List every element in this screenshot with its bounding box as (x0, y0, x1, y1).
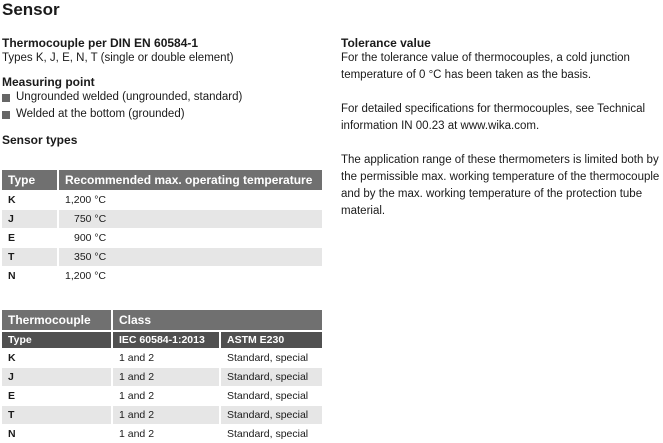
section-title: Sensor (2, 0, 60, 20)
thermocouple-heading: Thermocouple per DIN EN 60584-1 (2, 36, 332, 50)
measuring-point-item (2, 89, 332, 106)
bullet-square-icon (2, 94, 10, 102)
column-header-class: Class (112, 310, 322, 331)
bullet-square-icon (2, 111, 10, 119)
iec-cell: 1 and 2 (112, 406, 220, 425)
tolerance-heading: Tolerance value (341, 36, 661, 50)
right-column (341, 36, 661, 220)
table-row (2, 248, 322, 267)
type-cell: N (2, 425, 112, 443)
type-cell: J (2, 210, 58, 229)
iec-cell: 1 and 2 (112, 349, 220, 368)
tolerance-paragraph: For the tolerance value of thermocouples, a cold junction temperature of 0 °C has been taken as the basis. (341, 50, 661, 84)
table-row (2, 349, 322, 368)
temperature-cell: 1,200 °C (58, 267, 322, 286)
astm-cell: Standard, special (220, 425, 322, 443)
left-column (2, 36, 332, 147)
iec-cell: 1 and 2 (112, 387, 220, 406)
class-table (2, 310, 322, 443)
temperature-cell: 750 °C (58, 210, 322, 229)
type-cell: T (2, 406, 112, 425)
subheader-iec: IEC 60584-1:2013 (112, 331, 220, 349)
type-cell: K (2, 191, 58, 210)
astm-cell: Standard, special (220, 387, 322, 406)
subheader-type: Type (2, 331, 112, 349)
temperature-cell: 900 °C (58, 229, 322, 248)
table-row (2, 425, 322, 443)
table-row (2, 210, 322, 229)
measuring-point-heading: Measuring point (2, 75, 332, 89)
measuring-point-text: Ungrounded welded (ungrounded, standard) (16, 89, 242, 106)
type-cell: N (2, 267, 58, 286)
table-row (2, 387, 322, 406)
measuring-point-text: Welded at the bottom (grounded) (16, 106, 185, 123)
column-header-type: Type (2, 170, 58, 191)
column-header-thermocouple: Thermocouple (2, 310, 112, 331)
measuring-point-item (2, 106, 332, 123)
sensor-types-table (2, 170, 322, 285)
application-range-paragraph: The application range of these thermometers is limited both by the permissible max. working temperature of the thermocouple and by the max. working temperature of the protection tube material. (341, 152, 661, 220)
type-cell: K (2, 349, 112, 368)
subheader-astm: ASTM E230 (220, 331, 322, 349)
astm-cell: Standard, special (220, 349, 322, 368)
type-cell: E (2, 229, 58, 248)
temperature-cell: 350 °C (58, 248, 322, 267)
thermocouple-types-text: Types K, J, E, N, T (single or double element) (2, 50, 332, 67)
table-row (2, 368, 322, 387)
sensor-types-heading: Sensor types (2, 133, 332, 147)
astm-cell: Standard, special (220, 406, 322, 425)
iec-cell: 1 and 2 (112, 368, 220, 387)
type-cell: T (2, 248, 58, 267)
type-cell: J (2, 368, 112, 387)
iec-cell: 1 and 2 (112, 425, 220, 443)
astm-cell: Standard, special (220, 368, 322, 387)
table-row (2, 191, 322, 210)
column-header-temperature: Recommended max. operating temperature (58, 170, 322, 191)
type-cell: E (2, 387, 112, 406)
table-row (2, 229, 322, 248)
table-row (2, 267, 322, 286)
temperature-cell: 1,200 °C (58, 191, 322, 210)
table-row (2, 406, 322, 425)
specifications-paragraph: For detailed specifications for thermocouples, see Technical information IN 00.23 at www.wika.com. (341, 101, 661, 135)
